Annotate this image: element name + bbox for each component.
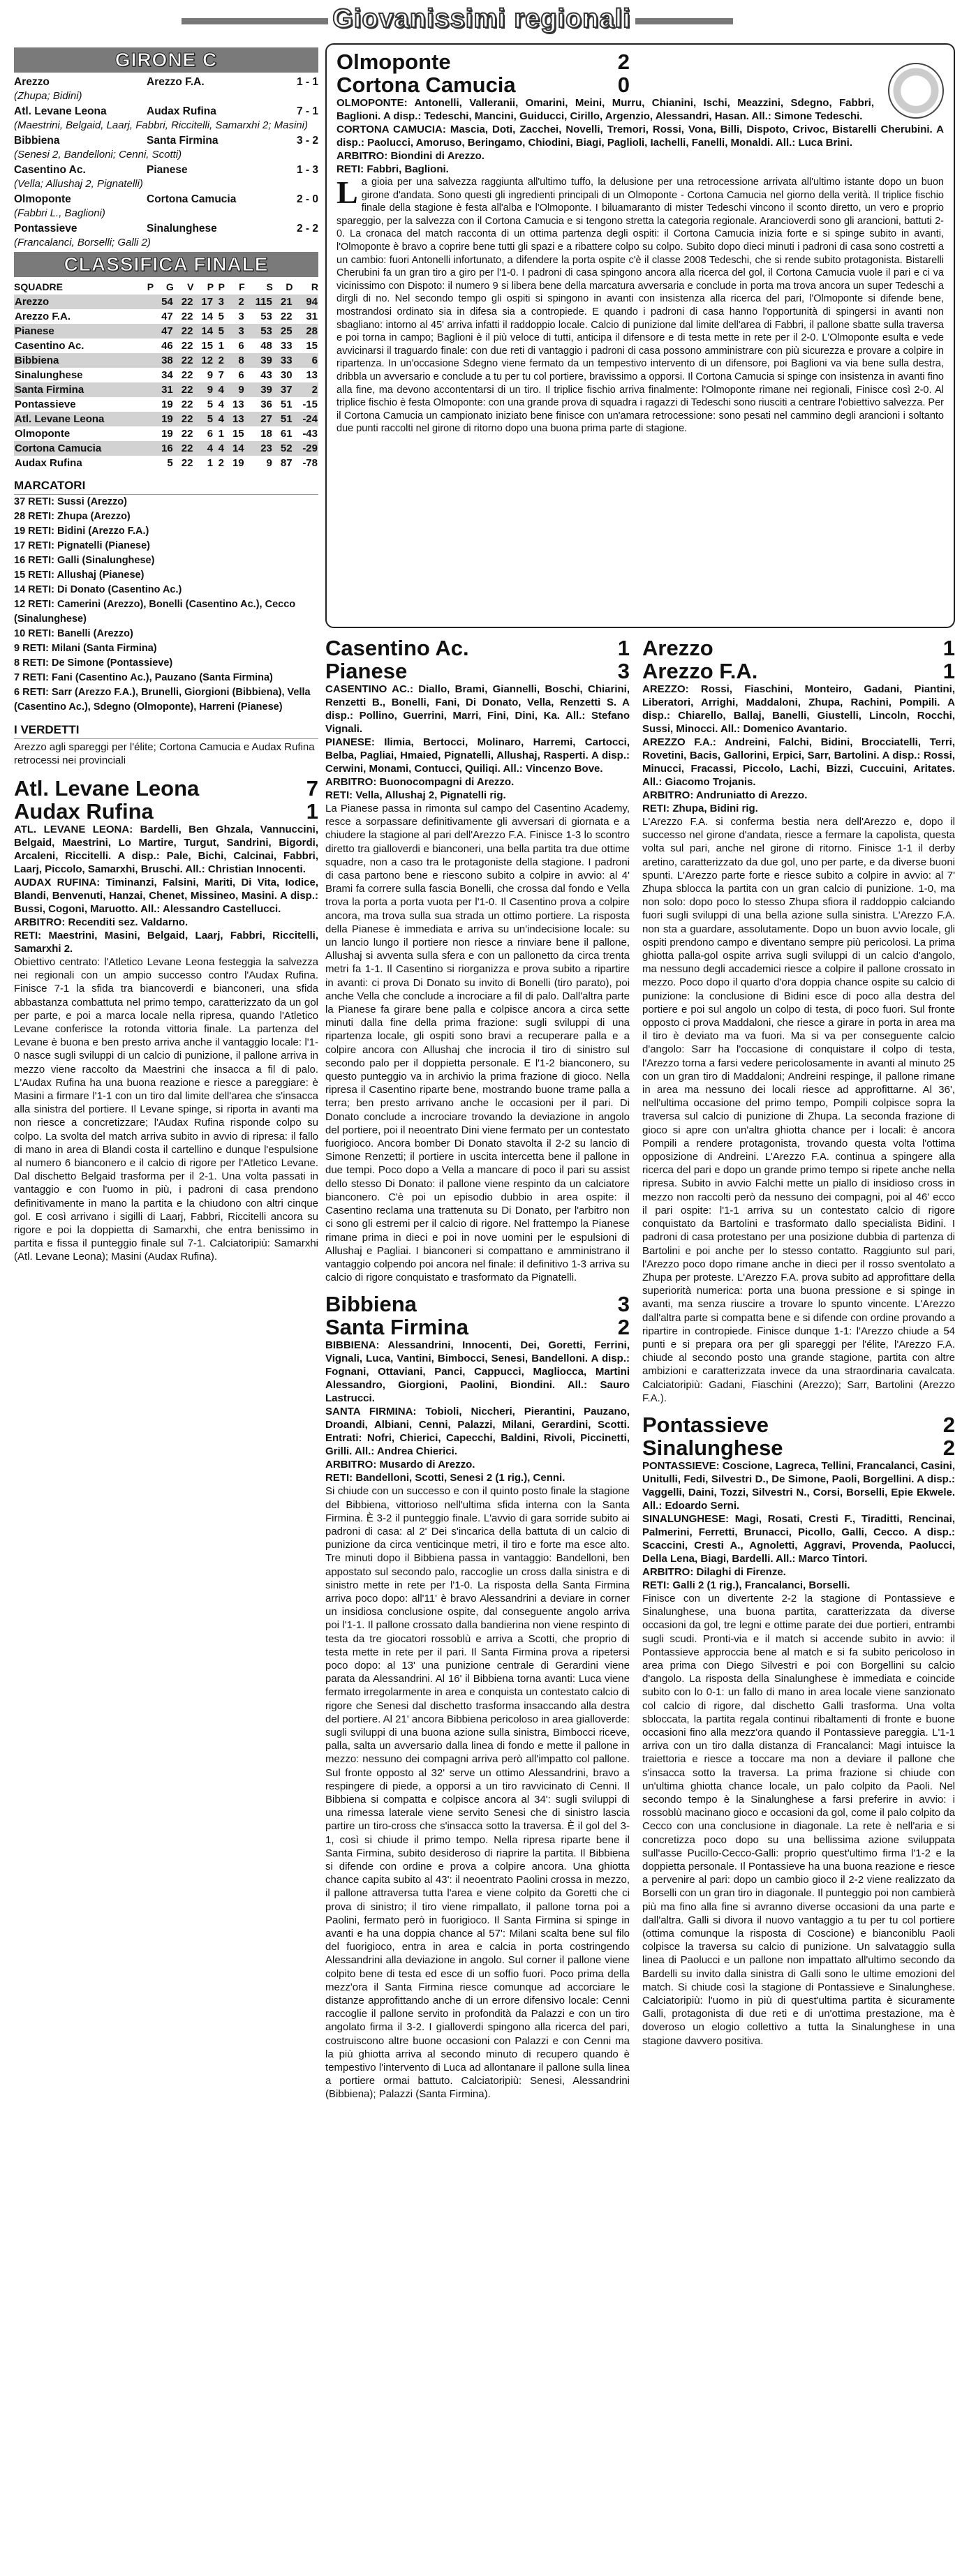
table-cell: 22 <box>181 457 193 469</box>
away-team: Arezzo F.A. <box>147 76 205 88</box>
away-team: Sinalunghese <box>642 1435 783 1460</box>
match-home-row <box>642 1413 955 1436</box>
table-cell: 13 <box>306 369 318 381</box>
home-score: 1 <box>942 636 955 660</box>
score: 2 - 2 <box>296 223 318 234</box>
match-home-row <box>14 777 318 800</box>
table-cell: 22 <box>181 311 193 322</box>
table-cell: 47 <box>161 311 173 322</box>
table-cell: Bibbiena <box>14 353 154 368</box>
table-cell: 18 <box>260 428 272 440</box>
verdetti-text: Arezzo agli spareggi per l'élite; Cortona Camucia e Audax Rufina retrocessi nei provinciali <box>14 741 315 766</box>
col-header: P <box>218 281 225 292</box>
away-team: Pianese <box>325 659 408 683</box>
table-cell: 1 <box>218 340 224 352</box>
goals: RETI: Maestrini, Masini, Belgaid, Laarj, Fabbri, Riccitelli, Samarxhi 2. <box>14 930 318 955</box>
goals: RETI: Fabbri, Baglioni. <box>336 163 449 175</box>
table-cell: Pontassieve <box>15 399 76 410</box>
scorer-item: 16 RETI: Galli (Sinalunghese) <box>14 555 155 566</box>
table-cell: 6 <box>238 340 244 352</box>
match-away-row <box>325 660 630 683</box>
match-report: Finisce con un divertente 2-2 la stagione di Pontassieve e Sinalunghese, una buona partita, caratterizzata da diverse occasioni da gol, tre legni e ottime parate dei due portieri, entrambi sugli scudi. Pronti-via e il match si accende subito in avvio: il Pontassieve approccia bene al match e si fa subito pericoloso in area prima con Diego Silvestri e poi con Borgellini su calcio d'angolo. La risposta della Sinalunghese è immediata e coincide subito con lo 0-1: un fallo di mano in area locale viene sanzionato col calcio di rigore, dal dischetto Galli trasforma. Una volta sbloccata, la partita regala continui ribaltamenti di fronte e buone occasioni fino alla mezz'ora quando il Pontassieve pareggia. L'1-1 arriva con un tiro dalla distanza di Francalanci: Magi intuisce la traiettoria e riesce a toccare ma non a deviare il pallone che s'insacca sotto la traversa. La prima frazione si chiude con un'ultima ghiotta chance locale, un palo colpito da Paoli. Nel secondo tempo è la Sinalunghese a farsi preferire in avvio: i rossoblù macinano gioco e occasioni da gol, come il palo colpito da Cecco con una conclusione in diagonale. La rete è nell'aria e si concretizza poco dopo su una bellissima azione sviluppata sull'asse Pucillo-Cecco-Galli: proprio quest'ultimo firma l'1-2 e la doppietta personale. Il Pontassieve ha una buona reazione e riesce a pervenire al pari: dopo un cambio gioco il 2-2 viene realizzato da Borselli con un gran tiro in diagonale. Il punteggio poi non cambierà più ma fino alla fine si avranno diverse occasioni da una parte e dall'altra. Galli si divora il nuovo vantaggio a tu per tu col portiere (ottima comunque la risposta di Coscione) e bianconiblu Paoli colpisce la traversa su calcio di punizione. Un salvataggio sulla linea di Paolucci e un pallone non impattato all'ultimo secondo da Bardelli su invito dalla sinistra di Galli sono le ultime emozioni del match. Si chiude così la stagione di Pontassieve e Sinalunghese. Calciatoripiù: l'uomo in più di quest'ultima partita è sicuramente Galli, protagonista di due reti e di un'ottima prestazione, ma è doveroso un elogio collettivo a tutta la Sinalunghese in una stagione davvero positiva. <box>642 1592 955 2047</box>
table-cell: 33 <box>273 353 293 368</box>
home-score: 2 <box>942 1412 955 1437</box>
match-box-olmoponte <box>325 43 955 628</box>
table-cell: 19 <box>154 412 174 426</box>
table-cell: 30 <box>280 369 293 381</box>
table-cell: 61 <box>280 428 293 440</box>
table-cell: 4 <box>214 382 225 397</box>
table-cell: 1 <box>218 428 224 440</box>
referee: ARBITRO: Andruniatto di Arezzo. <box>642 789 808 801</box>
table-row <box>14 412 318 426</box>
table-cell: 2 <box>293 382 318 397</box>
table-cell: Casentino Ac. <box>15 340 84 352</box>
away-score: 2 <box>617 1315 630 1340</box>
result-row <box>14 163 318 177</box>
table-cell: 27 <box>245 412 273 426</box>
home-lineup: PONTASSIEVE: Coscione, Lagreca, Tellini, Francalanci, Casini, Unitulli, Fedi, Silvestri D., De Simone, Paoli, Borgellini. A disp.: Vaggelli, Daini, Tozzi, Silvestri N., Corsi, Borselli, Epie Ekwele. All.: Edoardo Serni. <box>642 1459 955 1512</box>
table-cell: 9 <box>193 382 214 397</box>
table-cell: -29 <box>293 441 318 456</box>
away-team: Sinalunghese <box>147 223 217 234</box>
scorer-item: 15 RETI: Allushaj (Pianese) <box>14 569 145 581</box>
result-scorers: (Senesi 2, Bandelloni; Cenni, Scotti) <box>14 149 182 161</box>
home-score: 7 <box>306 776 318 801</box>
table-cell: 37 <box>273 382 293 397</box>
home-score: 2 <box>617 50 630 74</box>
table-cell: 7 <box>218 369 224 381</box>
table-row <box>14 368 318 382</box>
table-cell: 15 <box>306 340 318 352</box>
table-cell: 87 <box>280 457 293 469</box>
right-column <box>642 636 955 2048</box>
scorer-item: 8 RETI: De Simone (Pontassieve) <box>14 657 173 669</box>
table-cell: 8 <box>225 353 245 368</box>
table-cell: 9 <box>225 382 245 397</box>
table-cell: 13 <box>232 399 244 410</box>
score: 1 - 3 <box>296 164 318 176</box>
table-cell: 5 <box>207 399 214 410</box>
scorer-item: 28 RETI: Zhupa (Arezzo) <box>14 511 131 522</box>
table-cell: 22 <box>181 340 193 352</box>
results-list <box>14 75 318 249</box>
table-cell: 15 <box>201 340 214 352</box>
home-lineup: OLMOPONTE: Antonelli, Valleranii, Omarini, Meini, Murru, Chianini, Ischi, Meazzini, Sdegno, Fabbri, Baglioni. A disp.: Tedeschi, Mancini, Guiducci, Cirillo, Argenzio, Alessandri, Hasan. All.: Simone Tedeschi. <box>336 97 874 122</box>
table-cell: 22 <box>174 324 194 338</box>
away-team: Arezzo F.A. <box>642 659 758 683</box>
table-cell: 22 <box>174 382 194 397</box>
away-team: Pianese <box>147 164 188 176</box>
table-cell: 34 <box>161 369 173 381</box>
table-cell: Olmoponte <box>15 428 71 440</box>
table-cell: 19 <box>161 399 173 410</box>
away-lineup: AUDAX RUFINA: Timinanzi, Falsini, Mariti, Di Vita, Iodice, Blandi, Benvenuti, Hanzai, Chenet, Missineo, Masini. A disp.: Bussi, Cogoni, Maruotto. All.: Alessandro Castellucci. <box>14 877 318 915</box>
table-cell: 3 <box>225 324 245 338</box>
match-casentino <box>325 636 630 1284</box>
table-cell: 2 <box>225 295 245 309</box>
table-cell: 47 <box>154 324 174 338</box>
away-team: Santa Firmina <box>325 1315 468 1340</box>
result-scorers: (Vella; Allushaj 2, Pignatelli) <box>14 178 143 190</box>
col-header: R <box>311 281 318 292</box>
match-away-row <box>14 800 318 823</box>
match-away-row <box>642 660 955 683</box>
match-away-row <box>336 73 630 96</box>
table-row <box>14 295 318 309</box>
scorer-item: 37 RETI: Sussi (Arezzo) <box>14 496 127 507</box>
away-lineup: SANTA FIRMINA: Tobioli, Niccheri, Pierantini, Pauzano, Droandi, Albiani, Cenni, Palazzi, Milani, Gerardini, Scotti. Entrati: Nofri, Chierici, Capecchi, Baldini, Rivoli, Piccinetti, Grilli. All.: Andrea Chierici. <box>325 1406 630 1458</box>
table-cell: 22 <box>280 311 293 322</box>
result-row <box>14 134 318 148</box>
table-cell: 5 <box>218 311 224 322</box>
home-team: Arezzo <box>14 76 50 88</box>
match-report: L'Arezzo F.A. si conferma bestia nera dell'Arezzo e, dopo il successo nel girone d'andata, riesce a fermare la capolista, questa volta sul pari, anche nel girone di ritorno. Finisce 1-1 il derby aretino, caratterizzato da due gol, uno per parte, e da diverse buoni spunti. L'Arezzo parte forte e riesce subito a colpire in avvio: al 7' Zhupa sblocca la partita con un gran calcio di punizione. 1-0, ma non solo: dopo poco lo stesso Zhupa sfiora il raddoppio calciando fuori sugli sviluppi di una bella azione sulla sinistra. L'Arezzo F.A. non sta a guardare, assolutamente. Dopo un buon avvio locale, gli ospiti prendono campo e diventano sempre più pericolosi. La prima ghiotta palla-gol ospite arriva sugli sviluppi di un calcio d'angolo, ma nessuno degli accademici riesce a colpire il pallone crossato in mezzo. Poco dopo il quarto d'ora doppia chance ospite su calcio di punizione: la conclusione di Bidini esce di poco alla destra del portiere e poi sul angolo un colpo di testa, di poco fuori. Sul fronte opposto ci prova Maddaloni, che riesce a girare in porta in area ma il tiro è deviato ma va fuori. Ma si va per conseguente calcio d'angolo: Sarr ha l'occasione di conquistare il colpo di testa, l'Arezzo torna a farsi vedere pericolosamente in avanti al minuto 25 con un gran tiro di Maddaloni; Andreini respinge, il pallone rimane in area ma nessuno dei locali riesce ad approfittarne. Al 36', nell'ultima occasione del primo tempo, Pompili colpisce sopra la traversa sul calcio di punizione di Zhupa. La seconda frazione di gioco si apre con un'altra ghiotta chance per i locali: è ancora Pompili a rendere protagonista, trovando questa volta l'ottima opposizione di Andreini. L'Arezzo F.A. continua a spingere alla ricerca del pari e dopo un grande primo tempo si ripete anche nella ripresa. Subito in avvio Falchi mette un piallo di insidioso cross in mezzo non raccolti però da nessuno dei compagni, poi al 46' ecco il pari ospite: l'1-1 arriva su un contestato calcio di rigore conquistato da Bartolini e trasformato dallo specialista Bidini. I padroni di casa protestano per una posizione dubbia di partenza di Bartolini e poi anche per lo stesso contatto. Raggiunto sul pari, l'Arezzo poco dopo rimane anche in dieci per il rosso sventolato a Zhupa per proteste. L'Arezzo F.A. prova subito ad approfittare della superiorità numerica: porta una buona pressione e si spinge in avanti, ma senza riuscire a trovare lo spunto vincente. L'Arezzo dall'altra parte si compatta bene e si difende con ordine provando a ripartire in contropiede. Finisce dunque 1-1: l'Arezzo chiude a 54 punti e si prepara ora per gli spareggi per l'élite, l'Arezzo F.A. chiude al secondo posto una grande stagione, partita con altre ambizioni e caratterizzata invece da una straordinaria cavalcata. Calciatoripiù: Gadani, Fiaschini (Arezzo); Sarr, Bartolini (Arezzo F.A.). <box>642 816 955 1404</box>
match-arezzo <box>642 636 955 1405</box>
table-cell: 4 <box>214 441 225 456</box>
match-report: Obiettivo centrato: l'Atletico Levane Leona festeggia la salvezza nei regionali con un ampio successo contro l'Audax Rufina. Finisce 7-1 la sfida tra biancoverdi e bianconeri, una sfida abbastanza combattuta nel primo tempo, caratterizzato da un gol per parte, e poi a marca locale nella ripresa, quando l'Atletico Levane conferisce la rotonda vittoria finale. La partenza del Levane è buona e ben presto arriva anche il vantaggio locale: l'1-0 nasce sugli sviluppi di un calcio di punizione, il pallone arriva in mezzo viene raccolto da Maestrini che insacca a fil di palo. L'Audax Rufina ha una buona reazione e riesce a pareggiare: è Masini a firmare l'1-1 con un tiro dal limite dell'area che s'insacca alla sinistra del portiere. Il Levane spinge, si riporta in avanti ma non riesce a concretizzare; l'Audax Rufina risponde colpo su colpo. La svolta del match arriva subito in avvio di ripresa: il fallo di mano in area di Blandi costa il cartellino e dunque l'espulsione al numero 6 bianconero e il calcio di rigore per l'Atletico Levane. Dal dischetto Belgaid trasforma per il 2-1. Una volta passati in vantaggio e con l'uomo in più, i padroni di casa prendono definitivamente in mano la partita e la chiudono con altri cinque gol. E così arrivano i sigilli di Laarj, Fabbri, Riccitelli ancora su rigore e poi la doppietta di Samarxhi, che entra benissimo in partita e fissa il punteggio finale sul 7-1. Calciatoripiù: Samarxhi (Atl. Levane Leona); Masini (Audax Rufina). <box>14 956 318 1263</box>
result-scorers: (Zhupa; Bidini) <box>14 90 82 102</box>
table-cell: 22 <box>181 369 193 381</box>
table-cell: 39 <box>245 382 273 397</box>
home-team: Bibbiena <box>14 135 60 147</box>
score: 3 - 2 <box>296 135 318 147</box>
result-scorers: (Fabbri L., Baglioni) <box>14 207 105 219</box>
marcatori-title: MARCATORI <box>14 477 318 495</box>
table-cell: 9 <box>266 457 272 469</box>
away-team: Audax Rufina <box>14 799 154 824</box>
home-team: Atl. Levane Leona <box>14 105 107 117</box>
col-header: D <box>286 281 293 292</box>
table-row <box>14 397 318 412</box>
table-cell: 115 <box>245 295 273 309</box>
table-cell: 53 <box>260 311 272 322</box>
result-row <box>14 222 318 236</box>
table-cell: Cortona Camucia <box>14 441 154 456</box>
table-cell: 39 <box>245 353 273 368</box>
match-home-row <box>642 636 955 660</box>
table-cell: 51 <box>280 399 293 410</box>
home-lineup: ATL. LEVANE LEONA: Bardelli, Ben Ghzala, Vannuccini, Belgaid, Maestrini, Lo Martire, Turgut, Sandrini, Bigordi, Arcaleni, Riccitelli. A disp.: Pale, Bichi, Calcinai, Fabbri, Laarj, Piccolo, Samarxhi, Bruschi. All.: Christian Innocenti. <box>14 824 318 875</box>
away-lineup: SINALUNGHESE: Magi, Rosati, Cresti F., Tiraditti, Rencinai, Palmerini, Ferretti, Brunacci, Picollo, Galli, Cecco. A disp.: Scaccini, Cresti A., Agnoletti, Aggravi, Provenda, Paolucci, Della Lena, Biagi, Bardelli. All.: Marco Tintori. <box>642 1512 955 1565</box>
match-away-row <box>642 1436 955 1459</box>
table-cell: 1 <box>207 457 214 469</box>
table-cell: 38 <box>154 353 174 368</box>
table-row <box>14 382 318 397</box>
title-bar-right <box>635 18 733 24</box>
scorer-item: 9 RETI: Milani (Santa Firmina) <box>14 643 157 654</box>
home-team: Atl. Levane Leona <box>14 776 200 801</box>
classifica-header: CLASSIFICA FINALE <box>14 252 318 277</box>
referee: ARBITRO: Musardo di Arezzo. <box>325 1459 475 1471</box>
col-header: P <box>207 281 214 292</box>
table-cell: Sinalunghese <box>15 369 83 381</box>
table-cell: -15 <box>302 399 318 410</box>
away-lineup: AREZZO F.A.: Andreini, Falchi, Bidini, Brocciatelli, Terri, Rovetini, Bacis, Gallorini, Erpici, Sarr, Bartolini. A disp.: Rossi, Minucci, Fracassi, Piccolo, Lachi, Bizzi, Cuccuini, Aritates. All.: Giacomo Trojanis. <box>642 736 955 788</box>
table-cell: 22 <box>174 295 194 309</box>
match-report: La Pianese passa in rimonta sul campo del Casentino Academy, resce a sorpassare definitivamente gli avversari di giornata e a chiudere la stagione al pari dell'Arezzo F.A. Finisce 1-3 lo scontro diretto tra gialloverdi e bianconeri, una bella partita tra due ottime squadre, non a caso tra le protagoniste della stagione. I padroni di casa partono bene e riescono subito a colpire in avvio: al 4' Brami fa correre sulla fascia Bonelli, che crossa dal fondo e Vella trova la porta a porta vuota per l'1-0. Il Casentino prova a colpire ancora, ma trova sulla sua strada un ottimo portiere. La risposta della Pianese è immediata e arriva su un'indecisione locale: su un lancio lungo il portiere non riesce a rinviare bene il pallone, Allushaj si avventa sulla sfera e con un pallonetto da circa trenta metri fa 1-1. Il Casentino si riorganizza e prova subito a ripartire in avanti: ci prova Di Donato su invito di Bonelli (tiro parato), poi anche Vella che conclude a incrociare a fil di palo. Dall'altra parte la Pianese fa girare bene palla e colpisce ancora a circa sette minuti dalla fine della prima frazione: sugli sviluppi di una ripartenza locale, gli ospiti sono bravi a recuperare palla e a colpire ancora con Allushaj che incrocia il tiro di sinistro sul secondo palo per il doppietta personale. E l'1-2 bianconero, su questo punteggio va in archivio la prima frazione di gioco. Nella ripresa il Casentino riparte bene, mostrando buone trame palla a terra; ben presto arrivano anche le occasioni per il pari. Di Donato conclude a incrociare trovando la deviazione in angolo del portiere, poi il neoentrato Dini viene fermato per un contestato fuorigioco. Ancora bomber Di Donato stavolta il 2-2 su lancio di Simone Renzetti; il portiere in uscita intercetta bene il pallone in due tempi. Poco dopo a Vella a mancare di poco il pari su assist dello stesso Di Donato: il pallone viene respinto da un calciatore bianconero. C'è poi un episodio dubbio in area ospite: il Casentino reclama una trattenuta su Di Donato, per l'arbitro non ci sono gli estremi per il calcio di rigore. Nel frattempo la Pianese rimane prima in dieci e poi in nove uomini per le espulsioni di Allushaj e Pagliai. I bianconeri si compattano e amministrano il vantaggio colpendo poi ancora nel finale: il definitivo 1-3 arriva su calcio di rigore conquistato e trasformato da Pignatelli. <box>325 803 630 1284</box>
scorer-item: 6 RETI: Sarr (Arezzo F.A.), Brunelli, Giorgioni (Bibbiena), Vella (Casentino Ac.), Sdegno (Olmoponte), Harreni (Pianese) <box>14 687 311 713</box>
table-cell: 5 <box>167 457 173 469</box>
table-cell: 22 <box>174 412 194 426</box>
table-cell: 3 <box>238 311 244 322</box>
table-cell: 14 <box>201 311 214 322</box>
scorers-list <box>14 495 318 715</box>
table-cell: 19 <box>161 428 173 440</box>
table-cell: 22 <box>181 428 193 440</box>
referee: ARBITRO: Buonocompagni di Arezzo. <box>325 776 515 788</box>
page-title: Giovanissimi regionali <box>332 4 631 33</box>
away-lineup: CORTONA CAMUCIA: Mascia, Doti, Zacchei, Novelli, Tremori, Rossi, Vona, Billi, Dispoto, Crivoc, Bistarelli Cherubini. A disp.: Paolucci, Amoruso, Beringamo, Chiodini, Biagi, Paglioli, Iachelli, Fanelli, Monaldi. All.: Luca Brini. <box>336 124 944 149</box>
score: 7 - 1 <box>296 105 318 117</box>
home-lineup: CASENTINO AC.: Diallo, Brami, Giannelli, Boschi, Chiarini, Renzetti B., Bonelli, Fani, Di Donato, Vella, Renzetti S. A disp.: Pollino, Guerrini, Marri, Fini, Dini, Ka. All.: Stefano Vignali. <box>325 683 630 735</box>
table-cell: 5 <box>214 324 225 338</box>
table-cell: 52 <box>273 441 293 456</box>
away-score: 0 <box>617 73 630 97</box>
table-cell: 22 <box>174 353 194 368</box>
table-cell: 53 <box>245 324 273 338</box>
match-away-row <box>325 1316 630 1339</box>
col-header: F <box>239 281 245 292</box>
home-team: Olmoponte <box>14 193 71 205</box>
table-cell: 14 <box>193 324 214 338</box>
goals: RETI: Bandelloni, Scotti, Senesi 2 (1 rig.), Cenni. <box>325 1472 565 1484</box>
scorer-item: 12 RETI: Camerini (Arezzo), Bonelli (Casentino Ac.), Cecco (Sinalunghese) <box>14 599 296 625</box>
table-cell: 4 <box>193 441 214 456</box>
table-cell: 5 <box>193 412 214 426</box>
away-score: 3 <box>617 659 630 683</box>
col-header: S <box>266 281 273 292</box>
table-cell: -78 <box>302 457 318 469</box>
table-cell: 4 <box>214 412 225 426</box>
title-bar-left <box>182 18 328 24</box>
col-header: G <box>165 281 174 292</box>
table-cell: 23 <box>245 441 273 456</box>
table-cell: 22 <box>174 441 194 456</box>
scorer-item: 10 RETI: Banelli (Arezzo) <box>14 628 133 639</box>
col-header: V <box>187 281 194 292</box>
standings-table <box>14 280 318 470</box>
table-cell: 21 <box>273 295 293 309</box>
home-team: Casentino Ac. <box>14 164 86 176</box>
table-cell: 2 <box>218 457 224 469</box>
match-report: Si chiude con un successo e con il quinto posto finale la stagione del Bibbiena, vittorioso nell'ultima sfida interna con la Santa Firmina. È 3-2 il punteggio finale. L'avvio di gara sorride subito ai padroni di casa: al 2' Dei s'incarica della battuta di un calcio di punizione da circa venticinque metri, il tiro e forte ma esce alto. Tre minuti dopo il Bibbiena passa in vantaggio: Bandelloni, ben appostato sul secondo palo, raccoglie un cross dalla sinistra e di sinistro mette in rete per l'1-0. La risposta della Santa Firmina arriva poco dopo: all'11' è bravo Alessandrini a deviare in corner un insidiosa conclusione ospite, dal conseguente angolo arriva poi l'1-1. Il pallone crossato dalla bandierina non viene respinto di testa da tre giocatori rossoblù e arriva a Scotti, che proprio di testa mette in rete per il pari. Il Santa Firmina prova a ripetersi poco dopo: al 13' una punizione centrale di Gerardini viene parata da Alessandrini. Al 16' il Bibbiena torna avanti: Luca viene fermato irregolarmente in area e conquista un contestato calcio di rigore che Senesi dal dischetto trasforma insaccando alla destra del portiere. Al 21' ancora Bibbiena pericoloso in area gialloverde: sugli sviluppi di una buona azione sulla sinistra, Bimbocci riceve, palla, salta un avversario dalla linea di fondo e mette il pallone in mezzo: nessuno dei compagni arriva però all'impatto col pallone. Sul fronte opposto al 32' serve un ottimo Alessandrini, bravo a respingere di piede, a opporsi a un tiro ravvicinato di Cenni. Il Bibbiena si compatta e colpisce ancora al 34': sugli sviluppi di una rimessa laterale viene servito Senesi che di sinistro lascia partire un tiro-cross che s'insacca sotto la traversa. È il gol del 3-1, così si chiude il primo tempo. Nella ripresa riparte bene il Santa Firmina, subito desideroso di riaprire la partita. Il Bibbiena si difende con ordine e prova a colpire ancora. Una ghiotta chance capita subito al 43': il neoentrato Paolini crossa in mezzo, il pallone attraversa tutta l'area e viene colpito da Goretti che ci prova di sinistro; il tiro viene rimpallato, il pallone torna poi a Paolini, fermato però in fuorigioco. Il Santa Firmina si spinge in avanti e ha una doppia chance al 57': Milani scalta bene sul filo del fuorigioco, entra in area e calcia in porta costringendo Alessandrini alla deviazione in angolo. Sul corner il pallone viene colpito bene di testa ed esce di un soffio fuori. Poco prima della mezz'ora il Santa Firmina riesce comunque ad accorciare le distanze approfittando anche di un errore difensivo locale: Cenni raccoglie il pallone servito in profondità da Palazzi e con un tiro angolato firma il 3-2. I gialloverdi spingono alla ricerca del pari, costruiscono altre buone occasioni con Palazzi e con Cenni ma la più ghiotta arriva al secondo minuto di recupero quando è tempestivo l'intervento di Luca ad allontanare il pallone sulla linea a portiere ormai battuto. Calciatoripiù: Senesi, Alessandrini (Bibbiena); Palazzi (Santa Firmina). <box>325 1485 630 2101</box>
table-cell: 36 <box>260 399 272 410</box>
referee: ARBITRO: Recenditi sez. Valdarno. <box>14 916 188 928</box>
table-cell: 9 <box>207 369 214 381</box>
match-pontassieve <box>642 1413 955 2048</box>
goals: RETI: Galli 2 (1 rig.), Francalanci, Borselli. <box>642 1579 850 1591</box>
table-cell: 6 <box>293 353 318 368</box>
table-cell: 6 <box>238 369 244 381</box>
table-cell: 16 <box>154 441 174 456</box>
left-column <box>14 47 318 1264</box>
club-badge-icon <box>888 63 944 119</box>
table-row <box>14 338 318 353</box>
home-team: Bibbiena <box>325 1292 417 1317</box>
verdetti-title: I VERDETTI <box>14 722 318 739</box>
table-cell: Atl. Levane Leona <box>14 412 154 426</box>
referee: ARBITRO: Biondini di Arezzo. <box>336 150 484 162</box>
away-team: Audax Rufina <box>147 105 216 117</box>
table-cell: 94 <box>293 295 318 309</box>
goals: RETI: Zhupa, Bidini rig. <box>642 803 758 814</box>
match-report: a gioia per una salvezza raggiunta all'ultimo tuffo, la delusione per una retrocessione arrivata all'ultimo istante dopo un buon girone d'andata. Sono questi gli ingredienti principali di un Olmoponte - Cortona Camucia nel giorno della verità. Il triplice fischio finale della stagione è festa all'alba e l'Olmoponte. I biluamaranto di mister Tedeschi vincono il sconto diretto, un vero e proprio spareggio, per la salvezza con il Cortona Camucia e si tengono stretta la categoria regionale. Arancioverdi sono gli arancioni, battuti 2-0. La cronaca del match racconta di un ottima partenza degli ospiti: il Cortona Camucia inizia forte e si spinge subito in avanti, l'Olmoponte è bravo a coprire bene tutti gli spazi e a ribattere colpo su colpo. Subito dopo dieci minuti i padroni di casa sono costretti a un cambio: fuori Antonelli infortunato, a difendere la porta ospite c'è il classe 2008 Tedeschi, che si rende subito protagonista. Bistarelli Cherubini fa un gran tiro a giro per l'1-0. I padroni di casa spingono ancora alla ricerca del gol, il Cortona Camucia vuole il pari e ci va vicinissimo con Dispoto: il numero 9 si libera bene della marcatura avversaria e conclude in porta ma trova ancora un super Tedeschi a dirgli di no. Nel secondo tempo gli ospiti si spingono in avanti con insistenza alla ricerca del pari, l'Olmoponte si difende bene, mostrandosi ordinato sia in difesa sia a contropiede. E quando i padroni di casa hanno l'opportunità di spingersi in avanti non sbagliano: intorno al 45' arriva infatti il raddoppio locale. Calcio di punizione dal limite dell'area di Fabbri, il pallone sbatte sulla traversa e poi torna in campo; Baglioni è il più veloce di tutti, anticipa il difensore e di testa mette in rete per il 2-0. L'Olmoponte esulta e vede avvicinarsi il traguardo finale: con due reti di vantaggio i padroni di casa possono amministrare con più sicurezza e provare a colpire in ripartenza. In un'occasione Sdegno viene fermato da un tempestivo intervento di un difensore, poi Baglioni va via bene sulla destra, dribbla un avversario e conclude a tu per tu col portiere, bravissimo a opporsi. Il Cortona Camucia si spinge con insistenza in avanti fino alla fine, ma devono accontentarsi di un tiro. Il triplice fischio arriva finalmente: l'Olmoponte rimane nei regionali, Finisce così 2-0. Al triplice fischio è festa Olmoponte: con una grande prova di squadra i ragazzi di Tedeschi sono riusciti a centrare l'obiettivo salvezza. Per il Cortona Camucia un campionato iniziato bene finisce con un'amara retrocessione: sono pesati nel cammino degli arancioni i soltanto due punti raccolti nel girone di ritorno dopo una buona prima parte di stagione. <box>336 177 944 435</box>
table-cell: 28 <box>293 324 318 338</box>
scorer-item: 14 RETI: Di Donato (Casentino Ac.) <box>14 584 182 595</box>
drop-cap: L <box>336 174 358 210</box>
match-home-row <box>336 50 630 73</box>
score: 2 - 0 <box>296 193 318 205</box>
table-cell: 46 <box>161 340 173 352</box>
away-score: 2 <box>942 1435 955 1460</box>
home-team: Pontassieve <box>642 1412 769 1437</box>
table-cell: 6 <box>207 428 214 440</box>
scorer-item: 17 RETI: Pignatelli (Pianese) <box>14 540 150 551</box>
table-cell: 15 <box>232 428 244 440</box>
table-row <box>14 426 318 441</box>
table-cell: Audax Rufina <box>15 457 82 469</box>
table-cell: Pianese <box>14 324 154 338</box>
col-header: P <box>147 281 154 292</box>
table-cell: 12 <box>193 353 214 368</box>
away-team: Cortona Camucia <box>147 193 237 205</box>
table-cell: 3 <box>214 295 225 309</box>
home-team: Casentino Ac. <box>325 636 469 660</box>
table-row <box>14 353 318 368</box>
table-cell: Arezzo F.A. <box>15 311 71 322</box>
table-cell: Arezzo <box>14 295 154 309</box>
away-score: 1 <box>942 659 955 683</box>
result-scorers: (Maestrini, Belgaid, Laarj, Fabbri, Riccitelli, Samarxhi 2; Masini) <box>14 119 308 131</box>
result-row <box>14 105 318 119</box>
table-cell: 22 <box>181 399 193 410</box>
col-header: SQUADRE <box>14 281 64 292</box>
result-row <box>14 75 318 89</box>
home-team: Arezzo <box>642 636 713 660</box>
scorer-item: 7 RETI: Fani (Casentino Ac.), Pauzano (Santa Firmina) <box>14 672 273 683</box>
away-lineup: PIANESE: Ilimia, Bertocci, Molinaro, Harremi, Cartocci, Belba, Pagliai, Hmaied, Pignatelli, Allushaj, Rasperti. A disp.: Cerwini, Monami, Contucci, Quiliqi. All.: Vincenzo Bove. <box>325 736 630 775</box>
goals: RETI: Vella, Allushaj 2, Pignatelli rig. <box>325 789 506 801</box>
table-cell: -24 <box>293 412 318 426</box>
table-cell: 17 <box>193 295 214 309</box>
home-team: Olmoponte <box>336 50 451 74</box>
table-cell: 48 <box>260 340 272 352</box>
away-team: Santa Firmina <box>147 135 219 147</box>
home-lineup: BIBBIENA: Alessandrini, Innocenti, Dei, Goretti, Ferrini, Vignali, Luca, Vantini, Bimbocci, Senesi, Bandelloni. A disp.: Fognani, Ottaviani, Panci, Cappucci, Magliocca, Martini Alessandro, Giorgioni, Paolini, Biondini. All.: Sauro Lastrucci. <box>325 1339 630 1405</box>
match-atl <box>14 777 318 1264</box>
girone-header: GIRONE C <box>14 47 318 73</box>
table-cell: 14 <box>225 441 245 456</box>
table-row <box>14 324 318 338</box>
score: 1 - 1 <box>296 76 318 88</box>
table-row <box>14 456 318 470</box>
table-cell: 31 <box>154 382 174 397</box>
match-home-row <box>325 636 630 660</box>
away-score: 1 <box>306 799 318 824</box>
scorer-item: 19 RETI: Bidini (Arezzo F.A.) <box>14 526 149 537</box>
table-row <box>14 441 318 456</box>
match-bibbiena <box>325 1293 630 2101</box>
match-home-row <box>325 1293 630 1316</box>
table-cell: 31 <box>306 311 318 322</box>
middle-column <box>325 636 630 2101</box>
table-cell: 4 <box>218 399 224 410</box>
result-row <box>14 193 318 207</box>
home-score: 1 <box>617 636 630 660</box>
away-team: Cortona Camucia <box>336 73 516 97</box>
home-team: Pontassieve <box>14 223 77 234</box>
table-cell: 51 <box>273 412 293 426</box>
home-lineup: AREZZO: Rossi, Fiaschini, Monteiro, Gadani, Piantini, Liberatori, Arrighi, Maddaloni, Zhupa, Rachini, Pompili. A disp.: Chiarello, Ballaj, Banelli, Giustelli, Lincoln, Rocchi, Sussi, Minocci. All.: Domenico Avantario. <box>642 683 955 735</box>
result-scorers: (Francalanci, Borselli; Galli 2) <box>14 237 151 248</box>
table-cell: 19 <box>232 457 244 469</box>
referee: ARBITRO: Dilaghi di Firenze. <box>642 1565 786 1578</box>
table-cell: 54 <box>154 295 174 309</box>
table-cell: Santa Firmina <box>14 382 154 397</box>
table-cell: 33 <box>280 340 293 352</box>
home-score: 3 <box>617 1292 630 1317</box>
table-cell: 25 <box>273 324 293 338</box>
table-cell: 43 <box>260 369 272 381</box>
table-row <box>14 309 318 324</box>
table-cell: 2 <box>214 353 225 368</box>
table-cell: -43 <box>302 428 318 440</box>
table-cell: 13 <box>225 412 245 426</box>
